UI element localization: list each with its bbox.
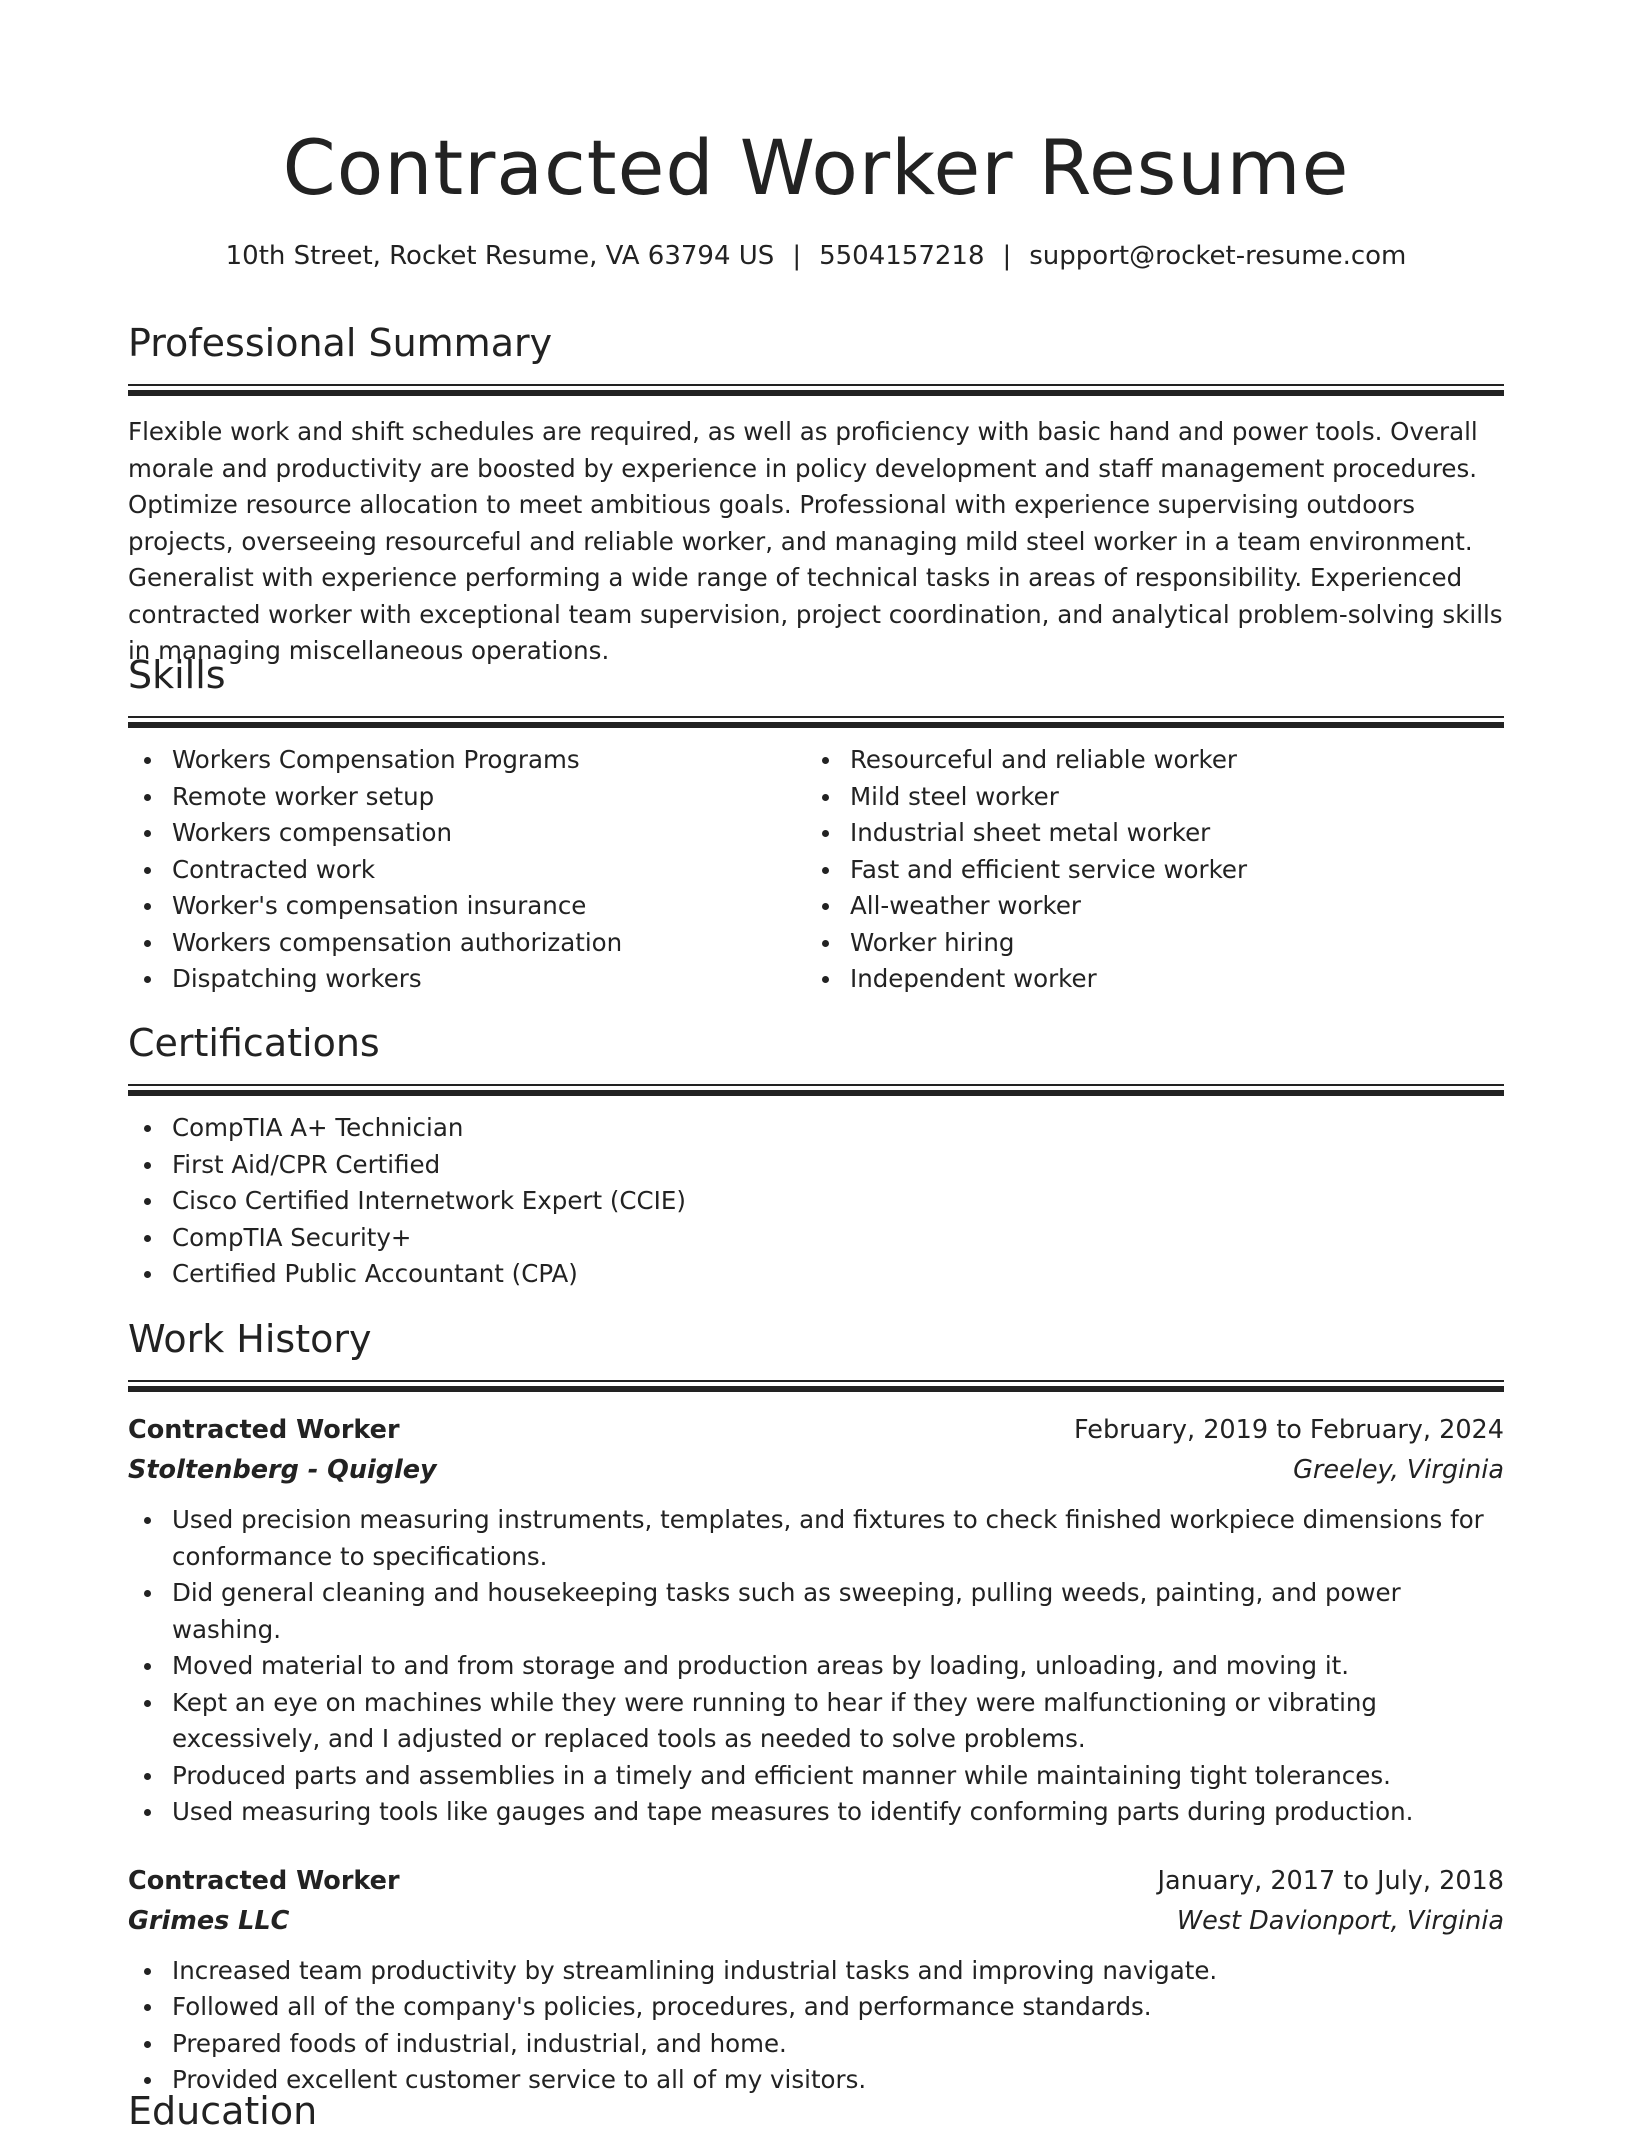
job-location: Greeley, Virginia xyxy=(1293,1455,1504,1485)
job-bullet: Kept an eye on machines while they were running to hear if they were malfunctioning or vibrating excessively, and I adjusted or replaced tools as needed to solve problems. xyxy=(128,1685,1504,1758)
job-header-row xyxy=(128,1410,1504,1450)
education-section xyxy=(128,2086,1504,2136)
skill-item: Mild steel worker xyxy=(806,779,1484,816)
summary-section xyxy=(128,318,1504,670)
skill-item: Worker's compensation insurance xyxy=(128,888,806,925)
skill-item: Resourceful and reliable worker xyxy=(806,742,1484,779)
skill-item: Workers Compensation Programs xyxy=(128,742,806,779)
contact-phone: 5504157218 xyxy=(819,241,985,271)
job-header-row xyxy=(128,1861,1504,1901)
resume-title: Contracted Worker Resume xyxy=(282,123,1350,212)
job-dates: January, 2017 to July, 2018 xyxy=(1157,1865,1504,1896)
job-company-row xyxy=(128,1450,1504,1490)
skills-section xyxy=(128,650,1504,998)
skill-item: Worker hiring xyxy=(806,925,1484,962)
job-bullets xyxy=(128,1953,1504,2099)
contact-separator: | xyxy=(792,241,802,271)
job-company: Stoltenberg - Quigley xyxy=(128,1455,437,1485)
job-bullet: Increased team productivity by streamlining industrial tasks and improving navigate. xyxy=(128,1953,1504,1990)
certification-item: CompTIA Security+ xyxy=(128,1220,1504,1257)
skill-item: Dispatching workers xyxy=(128,961,806,998)
certification-item: CompTIA A+ Technician xyxy=(128,1110,1504,1147)
job-bullet: Used precision measuring instruments, templates, and fixtures to check finished workpiece dimensions for conformance to specifications. xyxy=(128,1502,1504,1575)
job-entry xyxy=(128,1410,1504,1831)
job-bullet: Followed all of the company's policies, procedures, and performance standards. xyxy=(128,1989,1504,2026)
work-history-section xyxy=(128,1314,1504,2099)
job-bullet: Prepared foods of industrial, industrial, and home. xyxy=(128,2026,1504,2063)
skill-item: All-weather worker xyxy=(806,888,1484,925)
contact-email[interactable]: support@rocket-resume.com xyxy=(1029,241,1407,271)
section-divider xyxy=(128,1380,1504,1392)
section-divider xyxy=(128,716,1504,728)
job-bullet: Did general cleaning and housekeeping tasks such as sweeping, pulling weeds, painting, and power washing. xyxy=(128,1575,1504,1648)
job-dates: February, 2019 to February, 2024 xyxy=(1073,1415,1504,1445)
contact-line xyxy=(128,236,1504,276)
summary-text: Flexible work and shift schedules are required, as well as proficiency with basic hand and power tools. Overall morale and productivity are boosted by experience in policy development and staff management procedures. Optimize resource allocation to meet ambitious goals. Professional with experience supervising outdoors projects, overseeing resourceful and reliable worker, and managing mild steel worker in a team environment. Generalist with experience performing a wide range of technical tasks in areas of responsibility. Experienced contracted worker with exceptional team supervision, project coordination, and analytical problem-solving skills in managing miscellaneous operations. xyxy=(128,417,1503,665)
certification-item: First Aid/CPR Certified xyxy=(128,1147,1504,1184)
job-entry xyxy=(128,1861,1504,2099)
skill-item: Remote worker setup xyxy=(128,779,806,816)
certifications-list xyxy=(128,1110,1504,1293)
section-divider xyxy=(128,1084,1504,1096)
job-company: Grimes LLC xyxy=(128,1905,290,1936)
skill-item: Contracted work xyxy=(128,852,806,889)
skills-list-left xyxy=(128,742,806,998)
job-company-row xyxy=(128,1901,1504,1941)
job-bullet: Provided excellent customer service to all of my visitors. xyxy=(128,2062,1504,2099)
job-title: Contracted Worker xyxy=(128,1415,400,1445)
skill-item: Independent worker xyxy=(806,961,1484,998)
job-title: Contracted Worker xyxy=(128,1865,400,1896)
skills-list-right xyxy=(806,742,1484,998)
skills-heading: Skills xyxy=(128,653,226,697)
skill-item: Workers compensation authorization xyxy=(128,925,806,962)
job-location: West Davionport, Virginia xyxy=(1176,1905,1504,1936)
certification-item: Certified Public Accountant (CPA) xyxy=(128,1256,1504,1293)
job-bullet: Used measuring tools like gauges and tape measures to identify conforming parts during production. xyxy=(128,1794,1504,1831)
certification-item: Cisco Certified Internetwork Expert (CCIE) xyxy=(128,1183,1504,1220)
summary-heading: Professional Summary xyxy=(128,321,553,365)
certifications-section xyxy=(128,1018,1504,1293)
skills-columns xyxy=(128,728,1504,998)
job-bullet: Moved material to and from storage and production areas by loading, unloading, and moving it. xyxy=(128,1648,1504,1685)
skill-item: Industrial sheet metal worker xyxy=(806,815,1484,852)
certifications-heading: Certifications xyxy=(128,1021,380,1065)
work-history-heading: Work History xyxy=(128,1317,372,1361)
education-heading: Education xyxy=(128,2089,318,2133)
job-bullet: Produced parts and assemblies in a timely and efficient manner while maintaining tight tolerances. xyxy=(128,1758,1504,1795)
skill-item: Fast and efficient service worker xyxy=(806,852,1484,889)
skill-item: Workers compensation xyxy=(128,815,806,852)
section-divider xyxy=(128,384,1504,396)
job-bullets xyxy=(128,1502,1504,1831)
contact-address: 10th Street, Rocket Resume, VA 63794 US xyxy=(225,241,775,271)
contact-separator: | xyxy=(1002,241,1012,271)
